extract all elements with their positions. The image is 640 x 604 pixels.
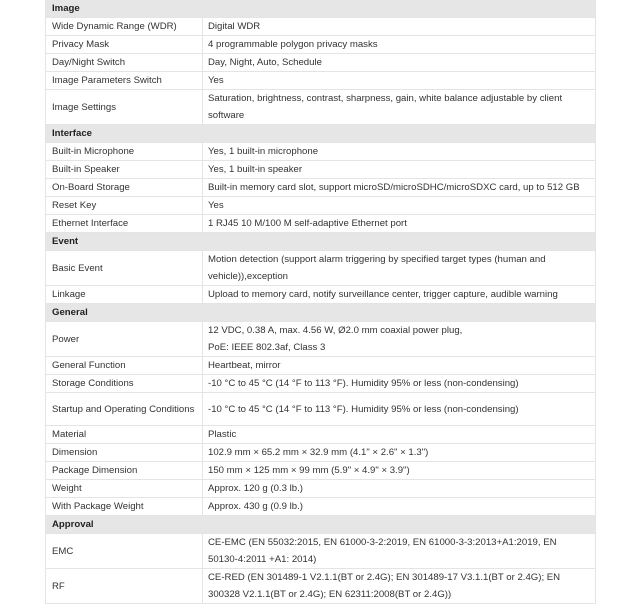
spec-value: 150 mm × 125 mm × 99 mm (5.9" × 4.9" × 3.9") <box>203 462 596 480</box>
spec-label: Built-in Microphone <box>46 143 203 161</box>
spec-value: Motion detection (support alarm triggering by specified target types (human and vehicle)),exception <box>203 251 596 286</box>
spec-row <box>46 143 596 161</box>
spec-label: Material <box>46 426 203 444</box>
spec-row <box>46 215 596 233</box>
section-title: Event <box>46 233 596 251</box>
spec-value: Yes <box>203 72 596 90</box>
spec-row <box>46 462 596 480</box>
spec-row <box>46 90 596 125</box>
section-title: Image <box>46 0 596 18</box>
spec-label: Built-in Speaker <box>46 161 203 179</box>
spec-value: Upload to memory card, notify surveillance center, trigger capture, audible warning <box>203 286 596 304</box>
spec-row <box>46 322 596 357</box>
spec-label: Day/Night Switch <box>46 54 203 72</box>
spec-label: Dimension <box>46 444 203 462</box>
spec-label: Power <box>46 322 203 357</box>
spec-label: Package Dimension <box>46 462 203 480</box>
spec-row <box>46 444 596 462</box>
spec-value: Yes, 1 built-in speaker <box>203 161 596 179</box>
spec-row <box>46 179 596 197</box>
spec-row <box>46 36 596 54</box>
spec-value: Built-in memory card slot, support microSD/microSDHC/microSDXC card, up to 512 GB <box>203 179 596 197</box>
spec-value: -10 °C to 45 °C (14 °F to 113 °F). Humidity 95% or less (non-condensing) <box>203 375 596 393</box>
spec-row <box>46 393 596 426</box>
section-title: General <box>46 304 596 322</box>
spec-row <box>46 197 596 215</box>
spec-row <box>46 251 596 286</box>
spec-label: Basic Event <box>46 251 203 286</box>
spec-row <box>46 498 596 516</box>
spec-row <box>46 18 596 36</box>
spec-value: Saturation, brightness, contrast, sharpness, gain, white balance adjustable by client software <box>203 90 596 125</box>
section-header-general <box>46 304 596 322</box>
spec-row <box>46 286 596 304</box>
section-header-interface <box>46 125 596 143</box>
spec-label: Ethernet Interface <box>46 215 203 233</box>
spec-label: On-Board Storage <box>46 179 203 197</box>
spec-label: RF <box>46 569 203 604</box>
section-title: Interface <box>46 125 596 143</box>
spec-value: CE-RED (EN 301489-1 V2.1.1(BT or 2.4G); EN 301489-17 V3.1.1(BT or 2.4G); EN 300328 V2.1.1(BT or 2.4G); EN 62311:2008(BT or 2.4G)) <box>203 569 596 604</box>
spec-row <box>46 161 596 179</box>
spec-row <box>46 480 596 498</box>
spec-label: Privacy Mask <box>46 36 203 54</box>
section-header-event <box>46 233 596 251</box>
spec-label: Linkage <box>46 286 203 304</box>
section-header-approval <box>46 516 596 534</box>
spec-value: Yes <box>203 197 596 215</box>
spec-label: Storage Conditions <box>46 375 203 393</box>
spec-row <box>46 357 596 375</box>
spec-value: Approx. 120 g (0.3 lb.) <box>203 480 596 498</box>
spec-value: 102.9 mm × 65.2 mm × 32.9 mm (4.1" × 2.6" × 1.3") <box>203 444 596 462</box>
spec-label: With Package Weight <box>46 498 203 516</box>
spec-value: 1 RJ45 10 M/100 M self-adaptive Ethernet port <box>203 215 596 233</box>
spec-value: -10 °C to 45 °C (14 °F to 113 °F). Humidity 95% or less (non-condensing) <box>203 393 596 426</box>
spec-value: Approx. 430 g (0.9 lb.) <box>203 498 596 516</box>
spec-label: EMC <box>46 534 203 569</box>
section-title: Approval <box>46 516 596 534</box>
spec-label: Weight <box>46 480 203 498</box>
spec-label: Reset Key <box>46 197 203 215</box>
spec-value <box>203 322 596 357</box>
spec-row <box>46 569 596 604</box>
section-header-image <box>46 0 596 18</box>
spec-row <box>46 426 596 444</box>
spec-value-line: 12 VDC, 0.38 A, max. 4.56 W, Ø2.0 mm coaxial power plug, <box>208 325 463 336</box>
spec-label: General Function <box>46 357 203 375</box>
spec-value-line: PoE: IEEE 802.3af, Class 3 <box>208 342 326 353</box>
spec-value: CE-EMC (EN 55032:2015, EN 61000-3-2:2019, EN 61000-3-3:2013+A1:2019, EN 50130-4:2011 +A1: 2014) <box>203 534 596 569</box>
spec-row <box>46 375 596 393</box>
spec-row <box>46 534 596 569</box>
spec-table <box>45 0 596 604</box>
spec-value: Heartbeat, mirror <box>203 357 596 375</box>
spec-value: Day, Night, Auto, Schedule <box>203 54 596 72</box>
spec-label: Image Settings <box>46 90 203 125</box>
spec-value: Digital WDR <box>203 18 596 36</box>
spec-row <box>46 72 596 90</box>
spec-label: Startup and Operating Conditions <box>46 393 203 426</box>
spec-value: Plastic <box>203 426 596 444</box>
spec-label: Image Parameters Switch <box>46 72 203 90</box>
spec-value: 4 programmable polygon privacy masks <box>203 36 596 54</box>
spec-value: Yes, 1 built-in microphone <box>203 143 596 161</box>
spec-row <box>46 54 596 72</box>
spec-label: Wide Dynamic Range (WDR) <box>46 18 203 36</box>
